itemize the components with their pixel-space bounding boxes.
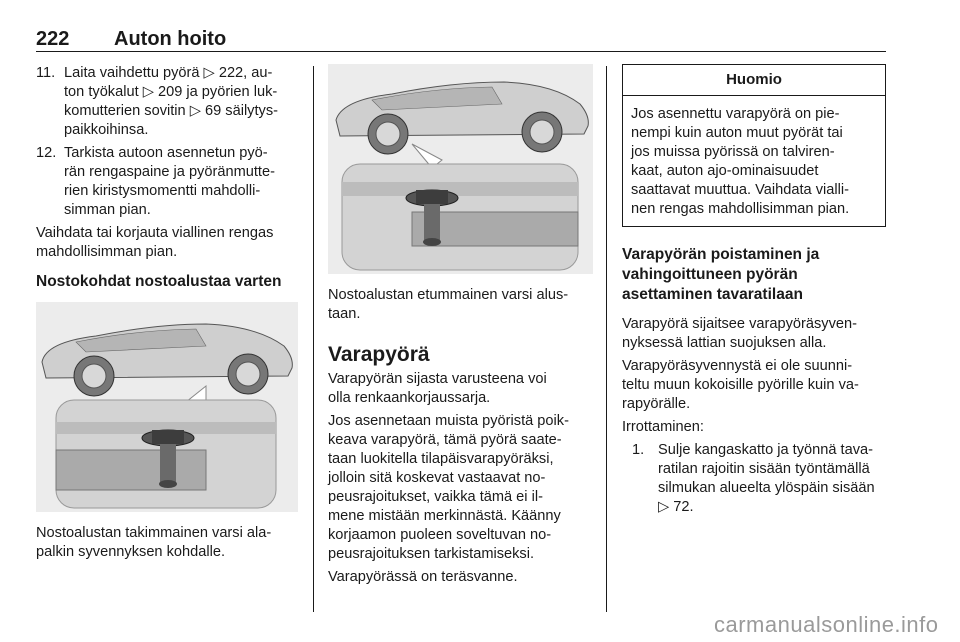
paragraph — [36, 224, 298, 262]
list-number: 12. — [36, 145, 57, 161]
column-divider-2 — [606, 66, 607, 612]
heading-line: asettaminen tavaratilaan — [622, 286, 803, 303]
list-text-line: Sulje kangaskatto ja työnnä tava- — [658, 442, 873, 458]
text-line: Nostoalustan takimmainen varsi ala- — [36, 525, 272, 541]
list-text-line: rien kiristysmomentti mahdolli- — [64, 183, 261, 199]
figure-rear-lift-point — [36, 302, 298, 512]
paragraph — [328, 370, 593, 408]
figure-caption — [328, 286, 593, 324]
paragraph — [328, 412, 593, 564]
text-line: mene mistään merkinnästä. Käänny — [328, 508, 561, 524]
heading-line: Varapyörän poistaminen ja — [622, 246, 820, 263]
list-text-line: simman pian. — [64, 202, 151, 218]
note-box — [622, 64, 886, 227]
text-line: Varapyörä sijaitsee varapyöräsyven- — [622, 316, 857, 332]
list-text-line: komutterien sovitin ▷ 69 säilytys- — [64, 103, 278, 119]
paragraph — [622, 357, 886, 414]
text-line: nen rengas mahdollisimman pian. — [631, 201, 850, 217]
text-line: taan. — [328, 306, 361, 322]
list-text-line: Laita vaihdettu pyörä ▷ 222, au- — [64, 65, 273, 81]
column-2 — [328, 64, 593, 587]
text-line: Jos asennettu varapyörä on pie- — [631, 106, 840, 122]
page-title: Auton hoito — [114, 28, 227, 50]
text-line: palkin syvennyksen kohdalle. — [36, 544, 226, 560]
list-item-1 — [632, 441, 886, 517]
paragraph: Irrottaminen: — [622, 419, 704, 435]
text-line: nempi kuin auton muut pyörät tai — [631, 125, 843, 141]
text-line: taan luokitella tilapäisvarapyöräksi, — [328, 451, 554, 467]
text-line: korjaamon puoleen soveltuvan no- — [328, 527, 552, 543]
text-line: rapyörälle. — [622, 396, 691, 412]
text-line: nyksessä lattian suojuksen alla. — [622, 335, 827, 351]
text-line: Jos asennetaan muista pyöristä poik- — [328, 413, 569, 429]
page-number: 222 — [36, 28, 70, 50]
note-title: Huomio — [623, 65, 885, 96]
list-text-line: ratilan rajoitin sisään työntämällä — [658, 461, 870, 477]
text-line: saattavat muuttua. Vaihdata vialli- — [631, 182, 849, 198]
paragraph: Varapyörässä on teräsvanne. — [328, 569, 518, 585]
section-heading: Varapyörä — [328, 343, 430, 366]
column-divider-1 — [313, 66, 314, 612]
list-item-11 — [36, 64, 298, 140]
list-item-12 — [36, 144, 298, 220]
text-line: Varapyörän sijasta varusteena voi — [328, 371, 547, 387]
heading-line: vahingoittuneen pyörän — [622, 266, 798, 283]
list-text-line: Tarkista autoon asennetun pyö- — [64, 145, 268, 161]
figure-front-lift-point — [328, 64, 593, 274]
section-heading: Nostokohdat nostoalustaa varten — [36, 273, 282, 290]
text-line: Vaihdata tai korjauta viallinen rengas — [36, 225, 274, 241]
figure-caption — [36, 524, 298, 562]
column-3 — [622, 64, 886, 517]
header-rule — [36, 51, 886, 52]
list-number: 11. — [36, 65, 56, 81]
text-line: kaat, auton ajo-ominaisuudet — [631, 163, 819, 179]
list-text-line: silmukan alueelta ylöspäin sisään — [658, 480, 875, 496]
text-line: Varapyöräsyvennystä ei ole suunni- — [622, 358, 853, 374]
note-body — [623, 96, 885, 226]
section-heading — [622, 245, 886, 305]
watermark: carmanualsonline.info — [714, 612, 939, 637]
column-1 — [36, 64, 298, 562]
text-line: teltu muun kokoisille pyörille kuin va- — [622, 377, 859, 393]
text-line: Nostoalustan etummainen varsi alus- — [328, 287, 569, 303]
list-text-line: ton työkalut ▷ 209 ja pyörien luk- — [64, 84, 278, 100]
text-line: keava varapyörä, tämä pyörä saate- — [328, 432, 562, 448]
list-number: 1. — [632, 442, 645, 458]
list-text-line: rän rengaspaine ja pyöränmutte- — [64, 164, 275, 180]
text-line: peusrajoitukset, vaikka tämä ei il- — [328, 489, 543, 505]
text-line: peusrajoituksen tarkistamiseksi. — [328, 546, 535, 562]
paragraph — [622, 315, 886, 353]
text-line: jos muissa pyörissä on talviren- — [631, 144, 835, 160]
text-line: jolloin sitä koskevat vastaavat no- — [328, 470, 546, 486]
list-text-line: ▷ 72. — [658, 499, 694, 515]
text-line: olla renkaankorjaussarja. — [328, 390, 491, 406]
text-line: mahdollisimman pian. — [36, 244, 178, 260]
list-text-line: paikkoihinsa. — [64, 122, 149, 138]
page-header — [36, 28, 886, 52]
